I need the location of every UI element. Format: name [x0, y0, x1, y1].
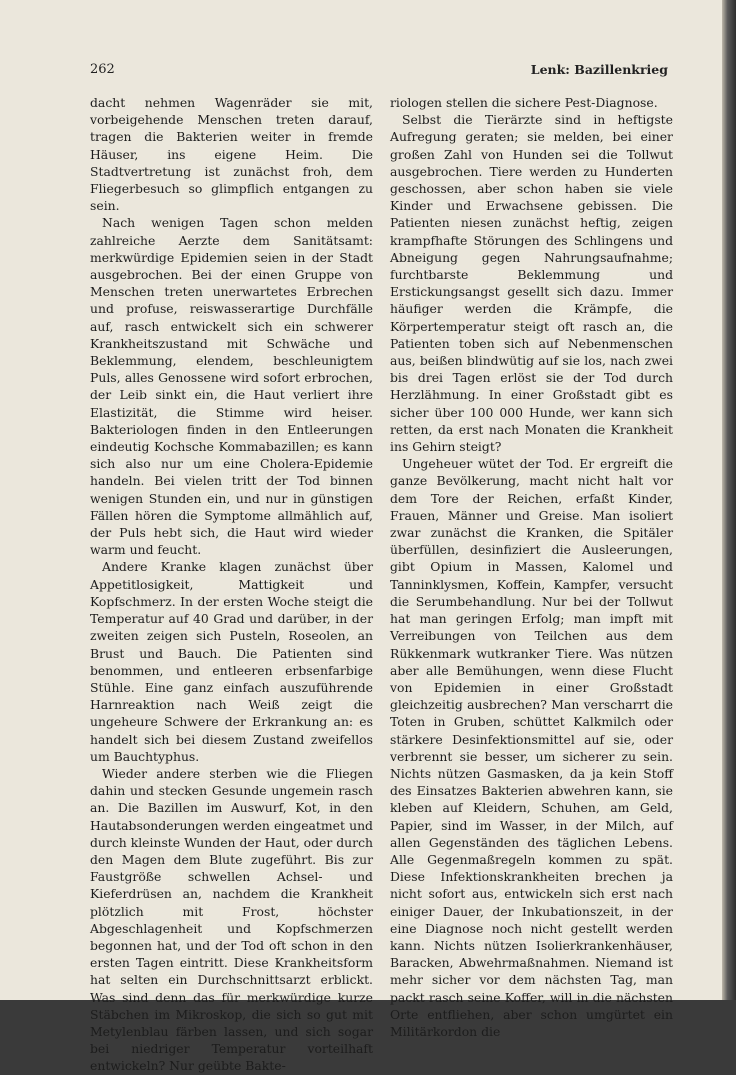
paragraph: Wieder andere sterben wie die Fliegen dahin und stecken Gesunde ungemein rasch an. Die Bazillen im Auswurf, Kot, in den Hautabsonderungen werden eingeatmet und durch kleinste Wunden der Haut, oder durch den Magen dem Blute zugeführt. Bis zur Faustgröße schwellen Achsel- und Kieferdrüsen an, nachdem die Krankheit plötzlich mit Frost, höchster Abgeschlagenheit und Kopfschmerzen begonnen hat, und der Tod oft schon in den ersten Tagen eintritt. Diese Krankheitsform hat selten ein Durchschnittsarzt erblickt. Was sind denn das für merkwürdige kurze Stäbchen im Mikroskop, die sich so gut mit Metylenblau färben lassen, und sich sogar bei niedriger Temperatur vorteilhaft entwickeln? Nur geübte Bakte- — [90, 765, 373, 1074]
paragraph: Selbst die Tierärzte sind in heftigste Aufregung geraten; sie melden, bei einer großen Zahl von Hunden sei die Tollwut ausgebrochen. Tiere werden zu Hunderten geschossen, aber schon haben sie viele Kinder und Erwachsene gebissen. Die Patienten niesen zunächst heftig, zeigen krampfhafte Störungen des Schlingens und Abneigung gegen Nahrungsaufnahme; furchtbarste Beklemmung und Erstickungsangst gesellt sich dazu. Immer häufiger werden die Krämpfe, die Körpertemperatur steigt oft rasch an, die Patienten toben sich auf Nebenmenschen aus, beißen blindwütig auf sie los, nach zwei bis drei Tagen erlöst sie der Tod durch Herzlähmung. In einer Großstadt gibt es sicher über 100 000 Hunde, wer kann sich retten, da erst nach Monaten die Krankheit ins Gehirn steigt? — [390, 112, 673, 455]
page-number: 262 — [90, 62, 115, 77]
paragraph: riologen stellen die sichere Pest-Diagnose. — [390, 95, 658, 110]
paragraph: Ungeheuer wütet der Tod. Er ergreift die ganze Bevölkerung, macht nicht halt vor dem Tore der Reichen, erfaßt Kinder, Frauen, Männer und Greise. Man isoliert zwar zunächst die Kranken, die Spitäler überfüllen, desinfiziert die Ausleerungen, gibt Opium in Massen, Kalomel und Tanninklysmen, Koffein, Kampfer, versucht die Serumbehandlung. Nur bei der Tollwut hat man geringen Erfolg; man impft mit Verreibungen von Teilchen aus dem Rükkenmark wutkranker Tiere. Was nützen aber alle Bemühungen, wenn diese Flucht von Epidemien in einer Großstadt gleichzeitig ausbrechen? Man verscharrt die Toten in Gruben, schüttet Kalkmilch oder stärkere Desinfektionsmittel auf sie, oder verbrennt sie besser, um sicherer zu sein. Nichts nützen Gasmasken, da ja kein Stoff des Einsatzes Bakterien abwehren kann, sie kleben auf Kleidern, Schuhen, am Geld, Papier, sind im Wasser, in der Milch, auf allen Gegenständen des täglichen Lebens. Alle Gegenmaßregeln kommen zu spät. Diese Infektionskrankheiten brechen ja nicht sofort aus, entwickeln sich erst nach einiger Dauer, der Inkubationszeit, in der eine Diagnose noch nicht gestellt werden kann. Nichts nützen Isolierkrankenhäuser, Baracken, Abwehrmaßnahmen. Niemand ist mehr sicher vor dem nächsten Tag, man packt rasch seine Koffer, will in die nächsten Orte entfliehen, aber schon umgürtet ein Militärkordon die — [390, 456, 673, 1039]
page-edge-shadow — [722, 0, 736, 1000]
page-header — [90, 62, 668, 80]
paragraph: Nach wenigen Tagen schon melden zahlreiche Aerzte dem Sanitätsamt: merkwürdige Epidemien seien in der Stadt ausgebrochen. Bei der einen Gruppe von Menschen treten unerwartetes Erbrechen und profuse, reiswasserartige Durchfälle auf, rasch entwickelt sich ein schwerer Krankheitszustand mit Schwäche und Beklemmung, elendem, beschleunigtem Puls, alles Genossene wird sofort erbrochen, der Leib sinkt ein, die Haut verliert ihre Elastizität, die Stimme wird heiser. Bakteriologen finden in den Entleerungen eindeutig Kochsche Kommabazillen; es kann sich also nur um eine Cholera-Epidemie handeln. Bei vielen tritt der Tod binnen wenigen Stunden ein, und nur in günstigen Fällen hören die Symptome allmählich auf, der Puls hebt sich, die Haut wird wieder warm und feucht. — [90, 215, 373, 558]
running-title: Lenk: Bazillenkrieg — [530, 62, 668, 77]
paragraph: Andere Kranke klagen zunächst über Appetitlosigkeit, Mattigkeit und Kopfschmerz. In der ersten Woche steigt die Temperatur auf 40 Grad und darüber, in der zweiten zeigen sich Pusteln, Roseolen, an Brust und Bauch. Die Patienten sind benommen, und entleeren erbsenfarbige Stühle. Eine ganz einfach auszuführende Harnreaktion nach Weiß zeigt die ungeheure Schwere der Erkrankung an: es handelt sich bei diesem Zustand zweifellos um Bauchtyphus. — [90, 559, 373, 764]
text-column-left — [90, 94, 373, 1075]
text-column-right — [390, 94, 673, 1040]
paragraph: dacht nehmen Wagenräder sie mit, vorbeigehende Menschen treten darauf, tragen die Bakterien weiter in fremde Häuser, ins eigene Heim. Die Stadtvertretung ist zunächst froh, dem Fliegerbesuch so glimpflich entgangen zu sein. — [90, 95, 373, 214]
